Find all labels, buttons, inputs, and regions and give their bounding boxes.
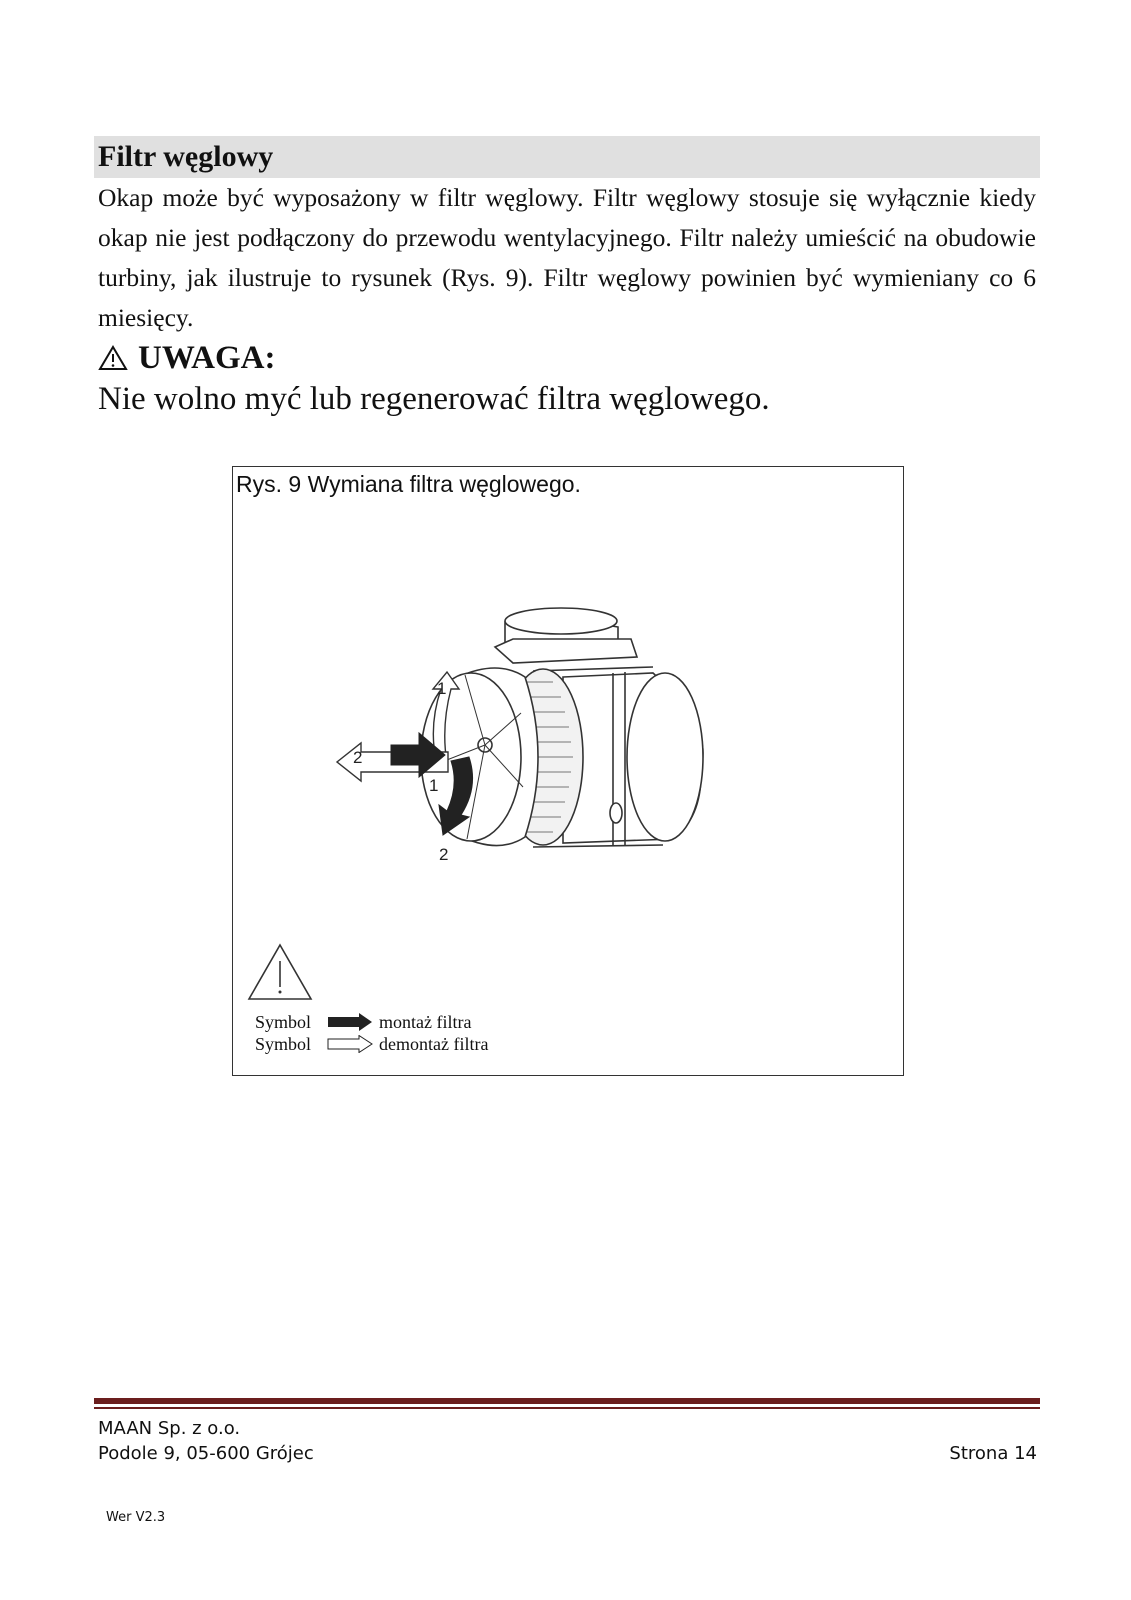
step-label-up: 1 bbox=[437, 679, 447, 698]
footer-company: MAAN Sp. z o.o. bbox=[98, 1418, 241, 1439]
outlet-collar bbox=[495, 608, 637, 663]
intro-paragraph: Okap może być wyposażony w filtr węglowy. Filtr węglowy stosuje się wyłącznie kiedy okap nie jest podłączony do przewodu wentylacyjnego. Filtr należy umieścić na obudowie turbiny, jak ilustruje to rysunek (Rys. 9). Filtr węglowy powinien być wymieniany co 6 miesięcy. bbox=[98, 183, 1036, 332]
footer-divider-thin bbox=[94, 1407, 1040, 1409]
warning-title-text: UWAGA: bbox=[138, 340, 276, 376]
section-heading: Filtr węglowy bbox=[98, 140, 274, 173]
figure-box bbox=[232, 466, 904, 1076]
legend-text-remove: demontaż filtra bbox=[379, 1034, 489, 1054]
figure-caption: Rys. 9 Wymiana filtra węglowego. bbox=[236, 471, 581, 497]
warning-title bbox=[98, 338, 276, 378]
step-label-curve-start: 1 bbox=[429, 776, 439, 795]
figure-legend bbox=[255, 1011, 488, 1055]
footer-company-block bbox=[98, 1416, 314, 1466]
footer-address: Podole 9, 05-600 Grójec bbox=[98, 1443, 314, 1464]
step-label-curve-end: 2 bbox=[439, 845, 449, 864]
footer-page-number: Strona 14 bbox=[949, 1443, 1037, 1464]
document-version: Wer V2.3 bbox=[106, 1510, 166, 1525]
step-label-left: 2 bbox=[353, 748, 363, 767]
filled-arrow-icon bbox=[327, 1013, 373, 1031]
footer-divider bbox=[94, 1398, 1040, 1404]
fan-turbine-illustration bbox=[233, 467, 903, 1075]
warning-triangle-icon bbox=[98, 345, 128, 371]
legend-symbol-label: Symbol bbox=[255, 1034, 312, 1054]
warning-text: Nie wolno myć lub regenerować filtra węglowego. bbox=[98, 381, 770, 417]
legend-symbol-label: Symbol bbox=[255, 1012, 312, 1032]
legend-row-install bbox=[255, 1011, 488, 1033]
legend-text-install: montaż filtra bbox=[379, 1012, 472, 1032]
outline-arrow-icon bbox=[327, 1035, 373, 1053]
figure-warning-icon bbox=[249, 945, 311, 999]
legend-row-remove bbox=[255, 1033, 488, 1055]
